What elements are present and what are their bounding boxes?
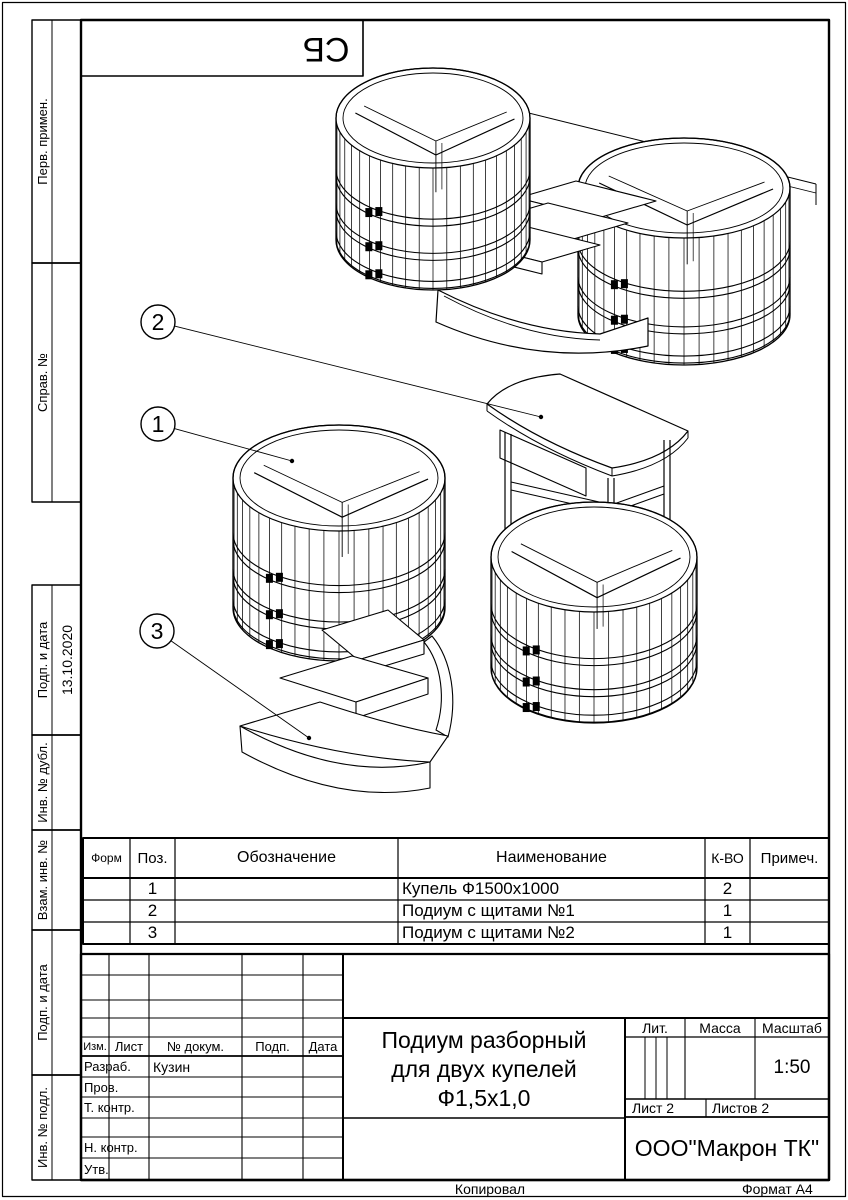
parts-col-note: Примеч. [760, 849, 819, 867]
sidebar-date-value: 13.10.2020 [59, 624, 75, 696]
part-row-qty: 1 [722, 923, 733, 942]
part-row-pos: 1 [147, 879, 158, 898]
scale-label: Масштаб [762, 1019, 822, 1036]
part-row-qty: 2 [722, 879, 733, 898]
part-row-qty: 1 [722, 901, 733, 920]
footer-copied: Копировал [454, 1181, 526, 1197]
parts-col-pos: Поз. [137, 849, 168, 867]
rev-col-sign: Подп. [255, 1039, 290, 1054]
sheet-number: Лист 2 [632, 1100, 675, 1116]
balloon-1: 1 [151, 410, 165, 437]
parts-col-name: Наименование [496, 849, 607, 866]
title-line-2: для двух купелей [391, 1055, 577, 1082]
mass-label: Масса [699, 1019, 741, 1036]
parts-col-designation: Обозначение [237, 849, 336, 866]
part-row-name: Подиум с щитами №1 [402, 901, 575, 920]
sheets-total: Листов 2 [712, 1100, 770, 1116]
part-row-name: Купель Ф1500х1000 [402, 879, 560, 898]
organization-name: ООО"Макрон ТК" [634, 1135, 820, 1161]
role-prov: Пров. [84, 1079, 119, 1095]
role-razrab-name: Кузин [153, 1058, 191, 1075]
sidebar-label-vzam-inv: Взам. инв. № [35, 839, 50, 921]
sidebar-label-podp-data-2: Подп. и дата [35, 964, 50, 1041]
sidebar-label-perv-primen: Перв. примен. [35, 98, 50, 185]
title-line-3: Ф1,5х1,0 [437, 1084, 531, 1111]
part-row-name: Подиум с щитами №2 [402, 923, 575, 942]
role-utv: Утв. [84, 1161, 109, 1177]
role-nkontr: Н. контр. [84, 1140, 138, 1155]
sidebar-label-inv-dubl: Инв. № дубл. [35, 742, 50, 823]
rev-col-list: Лист [114, 1039, 144, 1054]
lit-label: Лит. [642, 1019, 668, 1036]
balloon-2: 2 [151, 308, 165, 335]
document-title [343, 1024, 625, 1114]
sidebar-label-podp-data-1: Подп. и дата [35, 621, 50, 699]
role-tkontr: Т. контр. [84, 1100, 135, 1115]
part-row-pos: 2 [147, 901, 158, 920]
parts-col-form: Форм [91, 851, 122, 865]
designation-stamp: СБ [302, 30, 350, 69]
part-row-pos: 3 [147, 923, 158, 942]
parts-col-qty: К-ВО [711, 850, 744, 866]
balloon-3: 3 [150, 617, 164, 644]
scale-value: 1:50 [773, 1057, 811, 1078]
sidebar-label-inv-podl: Инв. № подл. [35, 1087, 50, 1168]
title-line-1: Подиум разборный [381, 1026, 587, 1053]
role-razrab: Разраб. [84, 1059, 131, 1074]
sidebar-label-sprav-no: Справ. № [35, 353, 50, 412]
footer-format: Формат А4 [742, 1181, 813, 1197]
rev-col-izm: Изм. [83, 1040, 107, 1053]
rev-col-date: Дата [308, 1039, 338, 1054]
rev-col-doc: № докум. [166, 1039, 225, 1054]
